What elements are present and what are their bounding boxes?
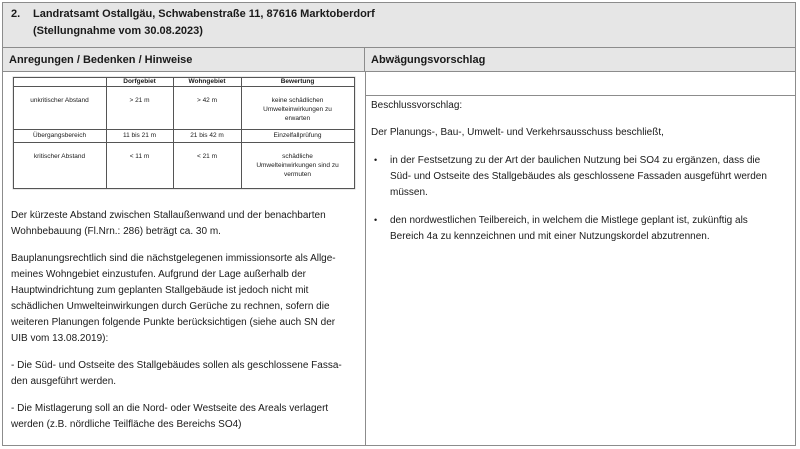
- table-cell: 21 bis 42 m: [190, 132, 224, 139]
- table-cell: > 21 m: [129, 97, 150, 104]
- table-cell: < 21 m: [196, 153, 218, 160]
- text-line: UIB vom 13.08.2019):: [11, 333, 109, 344]
- table-cell: 11 bis 21 m: [122, 132, 157, 139]
- table-cell: schädliche: [282, 153, 313, 160]
- bullet-line: in der Festsetzung zu der Art der baulichen Nutzung bei SO4 zu ergänzen, dass die: [390, 155, 761, 166]
- table-cell: Umwelteinwirkungen sind zu: [256, 162, 339, 169]
- table-header-cell: Dorfgebiet: [123, 78, 156, 85]
- table-cell: keine schädlichen: [271, 97, 324, 104]
- text-line: den ausgeführt werden.: [11, 376, 117, 387]
- bullet-marker: •: [374, 155, 378, 165]
- table-cell: vermuten: [283, 171, 312, 178]
- text-line: meines Wohngebiet einzustufen. Aufgrund der Lage außerhalb der: [11, 269, 307, 280]
- title-row: [3, 3, 795, 48]
- decision-heading: Beschlussvorschlag:: [371, 100, 463, 111]
- bullet-line: den nordwestlichen Teilbereich, in welchem die Mistlege geplant ist, zukünftig als: [390, 215, 748, 226]
- table-cell: > 42 m: [196, 97, 218, 104]
- decision-intro: Der Planungs-, Bau-, Umwelt- und Verkehrsausschuss beschließt,: [371, 127, 664, 138]
- table-cell: Umwelteinwirkungen zu: [263, 106, 332, 113]
- text-line: werden (z.B. nördliche Teilfläche des Bereichs SO4): [11, 419, 242, 430]
- document-frame: [2, 2, 796, 446]
- table-rule: [13, 142, 355, 143]
- column-header-right: Abwägungsvorschlag: [365, 48, 795, 72]
- text-line: Bauplanungsrechtlich sind die nächstgelegenen immissionsorte als Allge-: [11, 253, 336, 264]
- text-line: Hauptwindrichtung zum geplanten Stallgebäude ist jedoch nicht mit: [11, 285, 309, 296]
- statement-date: (Stellungnahme vom 30.08.2023): [33, 25, 203, 37]
- table-rule: [13, 129, 355, 130]
- bullet-line: Bereich 4a zu kennzeichnen und mit einer Nutzungskordel abzutrennen.: [390, 231, 710, 242]
- text-line: Der kürzeste Abstand zwischen Stallaußenwand und der benachbarten: [11, 210, 326, 221]
- table-row-label: Übergangsbereich: [32, 132, 87, 139]
- table-cell: < 11 m: [129, 153, 150, 160]
- text-line: - Die Süd- und Ostseite des Stallgebäudes sollen als geschlossene Fassa-: [11, 360, 342, 371]
- column-header-left: Anregungen / Bedenken / Hinweise: [3, 48, 365, 72]
- table-rule: [13, 86, 355, 87]
- table-row-label: unkritischer Abstand: [30, 97, 89, 104]
- distance-table-image: [13, 77, 355, 189]
- bullet-line: Süd- und Ostseite des Stallgebäudes als geschlossene Fassaden ausgeführt werden: [390, 171, 767, 182]
- bullet-marker: •: [374, 215, 378, 225]
- item-number: 2.: [11, 8, 21, 20]
- text-line: weiteren Planungen folgende Punkte berücksichtigen (siehe auch SN der: [11, 317, 336, 328]
- text-line: Wohnbebauung (Fl.Nrn.: 286) beträgt ca. 30 m.: [11, 226, 221, 237]
- table-header-cell: Bewertung: [280, 78, 315, 85]
- table-row-label: kritischer Abstand: [33, 153, 86, 160]
- table-header-cell: Wohngebiet: [188, 78, 226, 85]
- table-rule: [13, 188, 355, 189]
- text-line: schädlichen Umwelteinwirkungen durch Gerüche zu rechnen, sofern die: [11, 301, 330, 312]
- table-cell: Einzelfallprüfung: [273, 132, 322, 139]
- table-cell: erwarten: [284, 115, 311, 122]
- authority-title: Landratsamt Ostallgäu, Schwabenstraße 11, 87616 Marktoberdorf: [33, 8, 375, 20]
- table-rule: [354, 77, 355, 189]
- column-divider: [365, 72, 366, 445]
- bullet-line: müssen.: [390, 187, 428, 198]
- right-gap-divider: [366, 95, 795, 96]
- text-line: - Die Mistlagerung soll an die Nord- oder Westseite des Areals verlagert: [11, 403, 329, 414]
